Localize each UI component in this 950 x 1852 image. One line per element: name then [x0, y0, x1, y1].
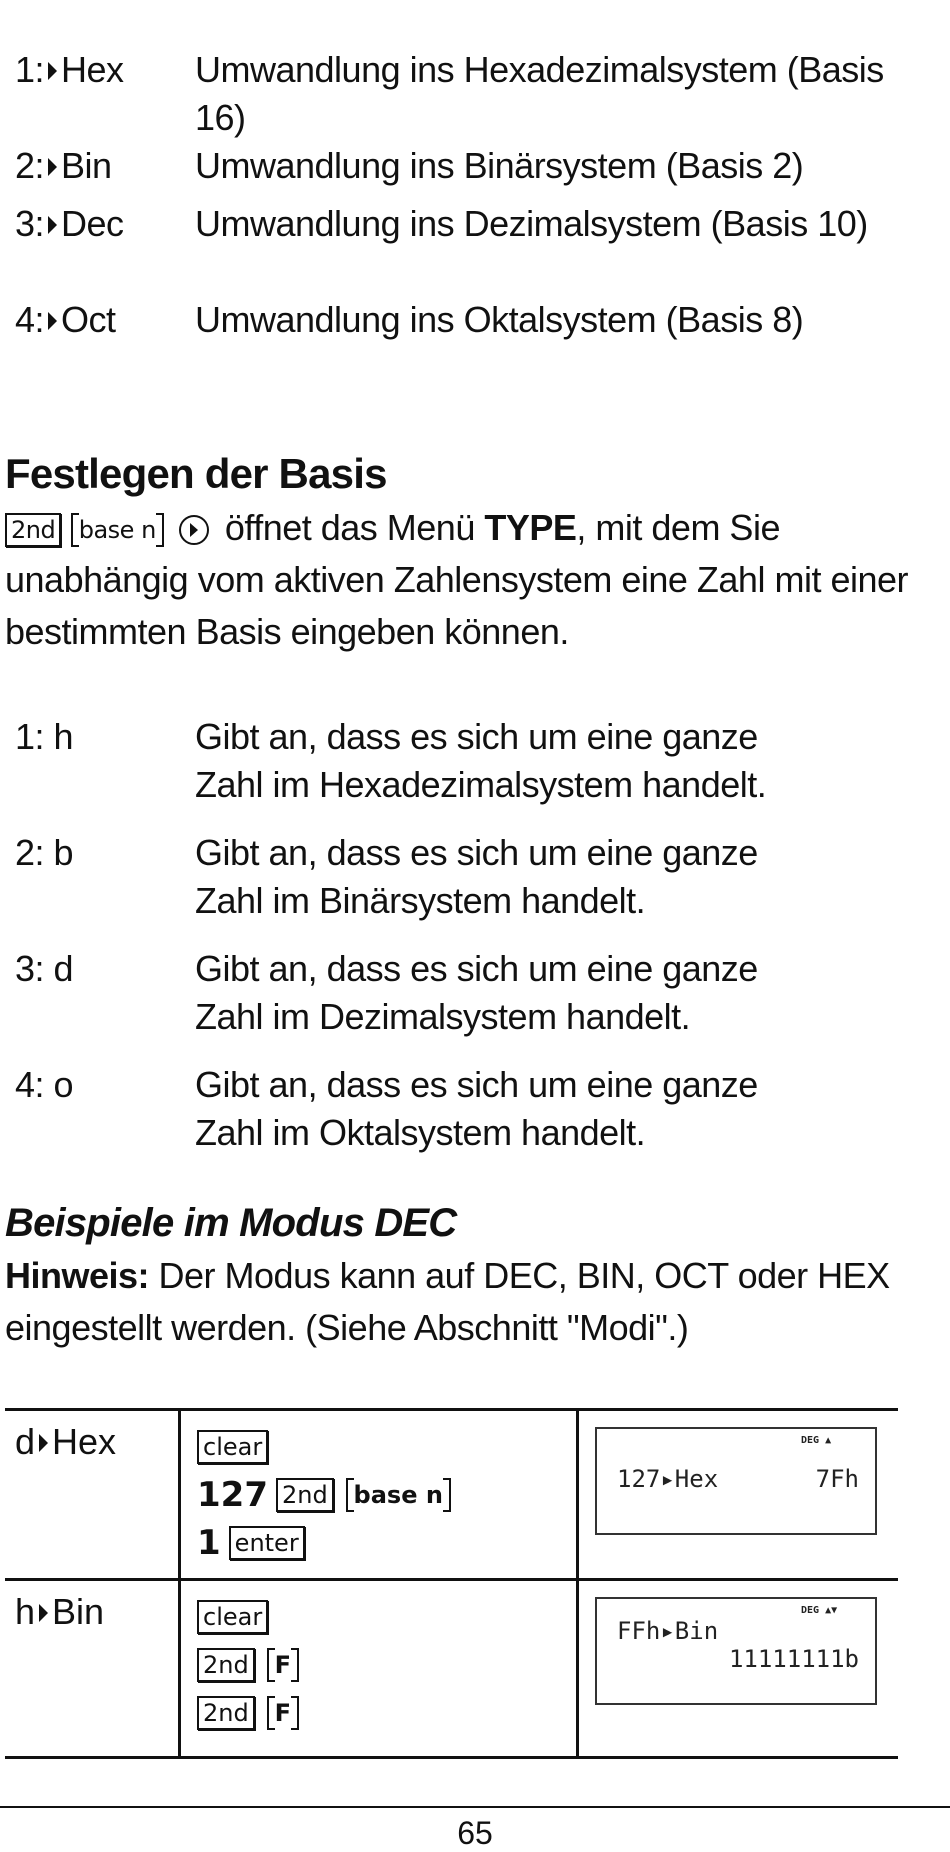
- screen-result: 11111111b: [728, 1645, 859, 1673]
- note-label: Hinweis:: [5, 1255, 150, 1296]
- key-enter: enter: [229, 1526, 305, 1560]
- page-number: 65: [457, 1815, 493, 1851]
- example-label: h Bin: [5, 1581, 181, 1756]
- screen-indicator: DEG ▲: [801, 1435, 832, 1446]
- menu-description: Umwandlung ins Oktalsystem (Basis 8): [195, 299, 804, 340]
- list-item: [0, 945, 950, 1061]
- menu-term: 1: Hex: [15, 49, 124, 90]
- key-sequence: [181, 1581, 579, 1756]
- screen-input: 127▸Hex: [617, 1465, 719, 1493]
- list-item: [0, 142, 950, 200]
- type-menu-list: [0, 713, 950, 1177]
- menu-description: Gibt an, dass es sich um eine ganze Zahl im Binärsystem handelt.: [195, 832, 758, 921]
- screen-result: 7Fh: [815, 1465, 859, 1493]
- list-item: [0, 46, 950, 142]
- table-row: [5, 1578, 898, 1759]
- section-heading-basis: Festlegen der Basis: [5, 450, 387, 497]
- list-item: [0, 200, 950, 296]
- examples-table: [5, 1408, 898, 1759]
- menu-term: 4: Oct: [15, 299, 116, 340]
- triangle-right-icon: [48, 312, 57, 330]
- key-2nd: 2nd: [276, 1478, 334, 1512]
- entry-number: 127: [197, 1475, 268, 1515]
- key-clear: clear: [197, 1600, 268, 1634]
- triangle-right-icon: [48, 158, 57, 176]
- menu-description: Gibt an, dass es sich um eine ganze Zahl im Hexadezimalsystem handelt.: [195, 716, 767, 805]
- triangle-right-icon: [48, 216, 57, 234]
- list-item: [0, 713, 950, 829]
- screen-input: FFh▸Bin: [617, 1617, 719, 1645]
- menu-description: Umwandlung ins Binärsystem (Basis 2): [195, 145, 804, 186]
- menu-term: 2: Bin: [15, 145, 112, 186]
- examples-heading: Beispiele im Modus DEC: [5, 1201, 457, 1245]
- menu-term: 3: Dec: [15, 203, 124, 244]
- right-arrow-key-icon: [179, 515, 209, 545]
- menu-description: Gibt an, dass es sich um eine ganze Zahl im Dezimalsystem handelt.: [195, 948, 758, 1037]
- example-label: d Hex: [5, 1411, 181, 1578]
- list-item: [0, 296, 950, 354]
- entry-number: 1: [197, 1523, 221, 1563]
- menu-term: 3: d: [15, 948, 74, 989]
- triangle-right-icon: [39, 1434, 48, 1452]
- key-clear: clear: [197, 1430, 268, 1464]
- key-2nd: 2nd: [197, 1648, 255, 1682]
- footer-divider: [0, 1806, 950, 1808]
- key-base-n: base n: [71, 513, 164, 547]
- conversion-menu-list: [0, 46, 950, 354]
- screen-indicator: DEG ▲▼: [801, 1605, 838, 1616]
- menu-description: Umwandlung ins Hexadezimalsystem (Basis 16): [195, 49, 884, 138]
- key-f: F: [267, 1696, 299, 1730]
- menu-name-type: TYPE: [484, 507, 577, 548]
- key-sequence: [181, 1411, 579, 1578]
- key-base-n: base n: [346, 1478, 451, 1512]
- menu-term: 2: b: [15, 832, 74, 873]
- key-2nd: 2nd: [5, 513, 61, 547]
- triangle-right-icon: [39, 1604, 48, 1622]
- screen-cell: [579, 1581, 898, 1756]
- menu-term: 1: h: [15, 716, 74, 757]
- menu-term: 4: o: [15, 1064, 74, 1105]
- basis-paragraph: 2nd base n öffnet das Menü TYPE, mit dem Sie unabhängig vom aktiven Zahlensystem eine Zahl mit einer bestimmten Basis eingeben können.: [5, 507, 908, 652]
- menu-description: Gibt an, dass es sich um eine ganze Zahl im Oktalsystem handelt.: [195, 1064, 758, 1153]
- menu-description: Umwandlung ins Dezimalsystem (Basis 10): [195, 203, 868, 244]
- list-item: [0, 829, 950, 945]
- triangle-right-icon: [48, 62, 57, 80]
- list-item: [0, 1061, 950, 1177]
- examples-note: Hinweis: Der Modus kann auf DEC, BIN, OCT oder HEX eingestellt werden. (Siehe Abschnitt "Modi".): [5, 1255, 890, 1348]
- screen-cell: [579, 1411, 898, 1578]
- calculator-screen: [595, 1427, 877, 1535]
- key-f: F: [267, 1648, 299, 1682]
- key-2nd: 2nd: [197, 1696, 255, 1730]
- table-row: [5, 1408, 898, 1578]
- calculator-screen: [595, 1597, 877, 1705]
